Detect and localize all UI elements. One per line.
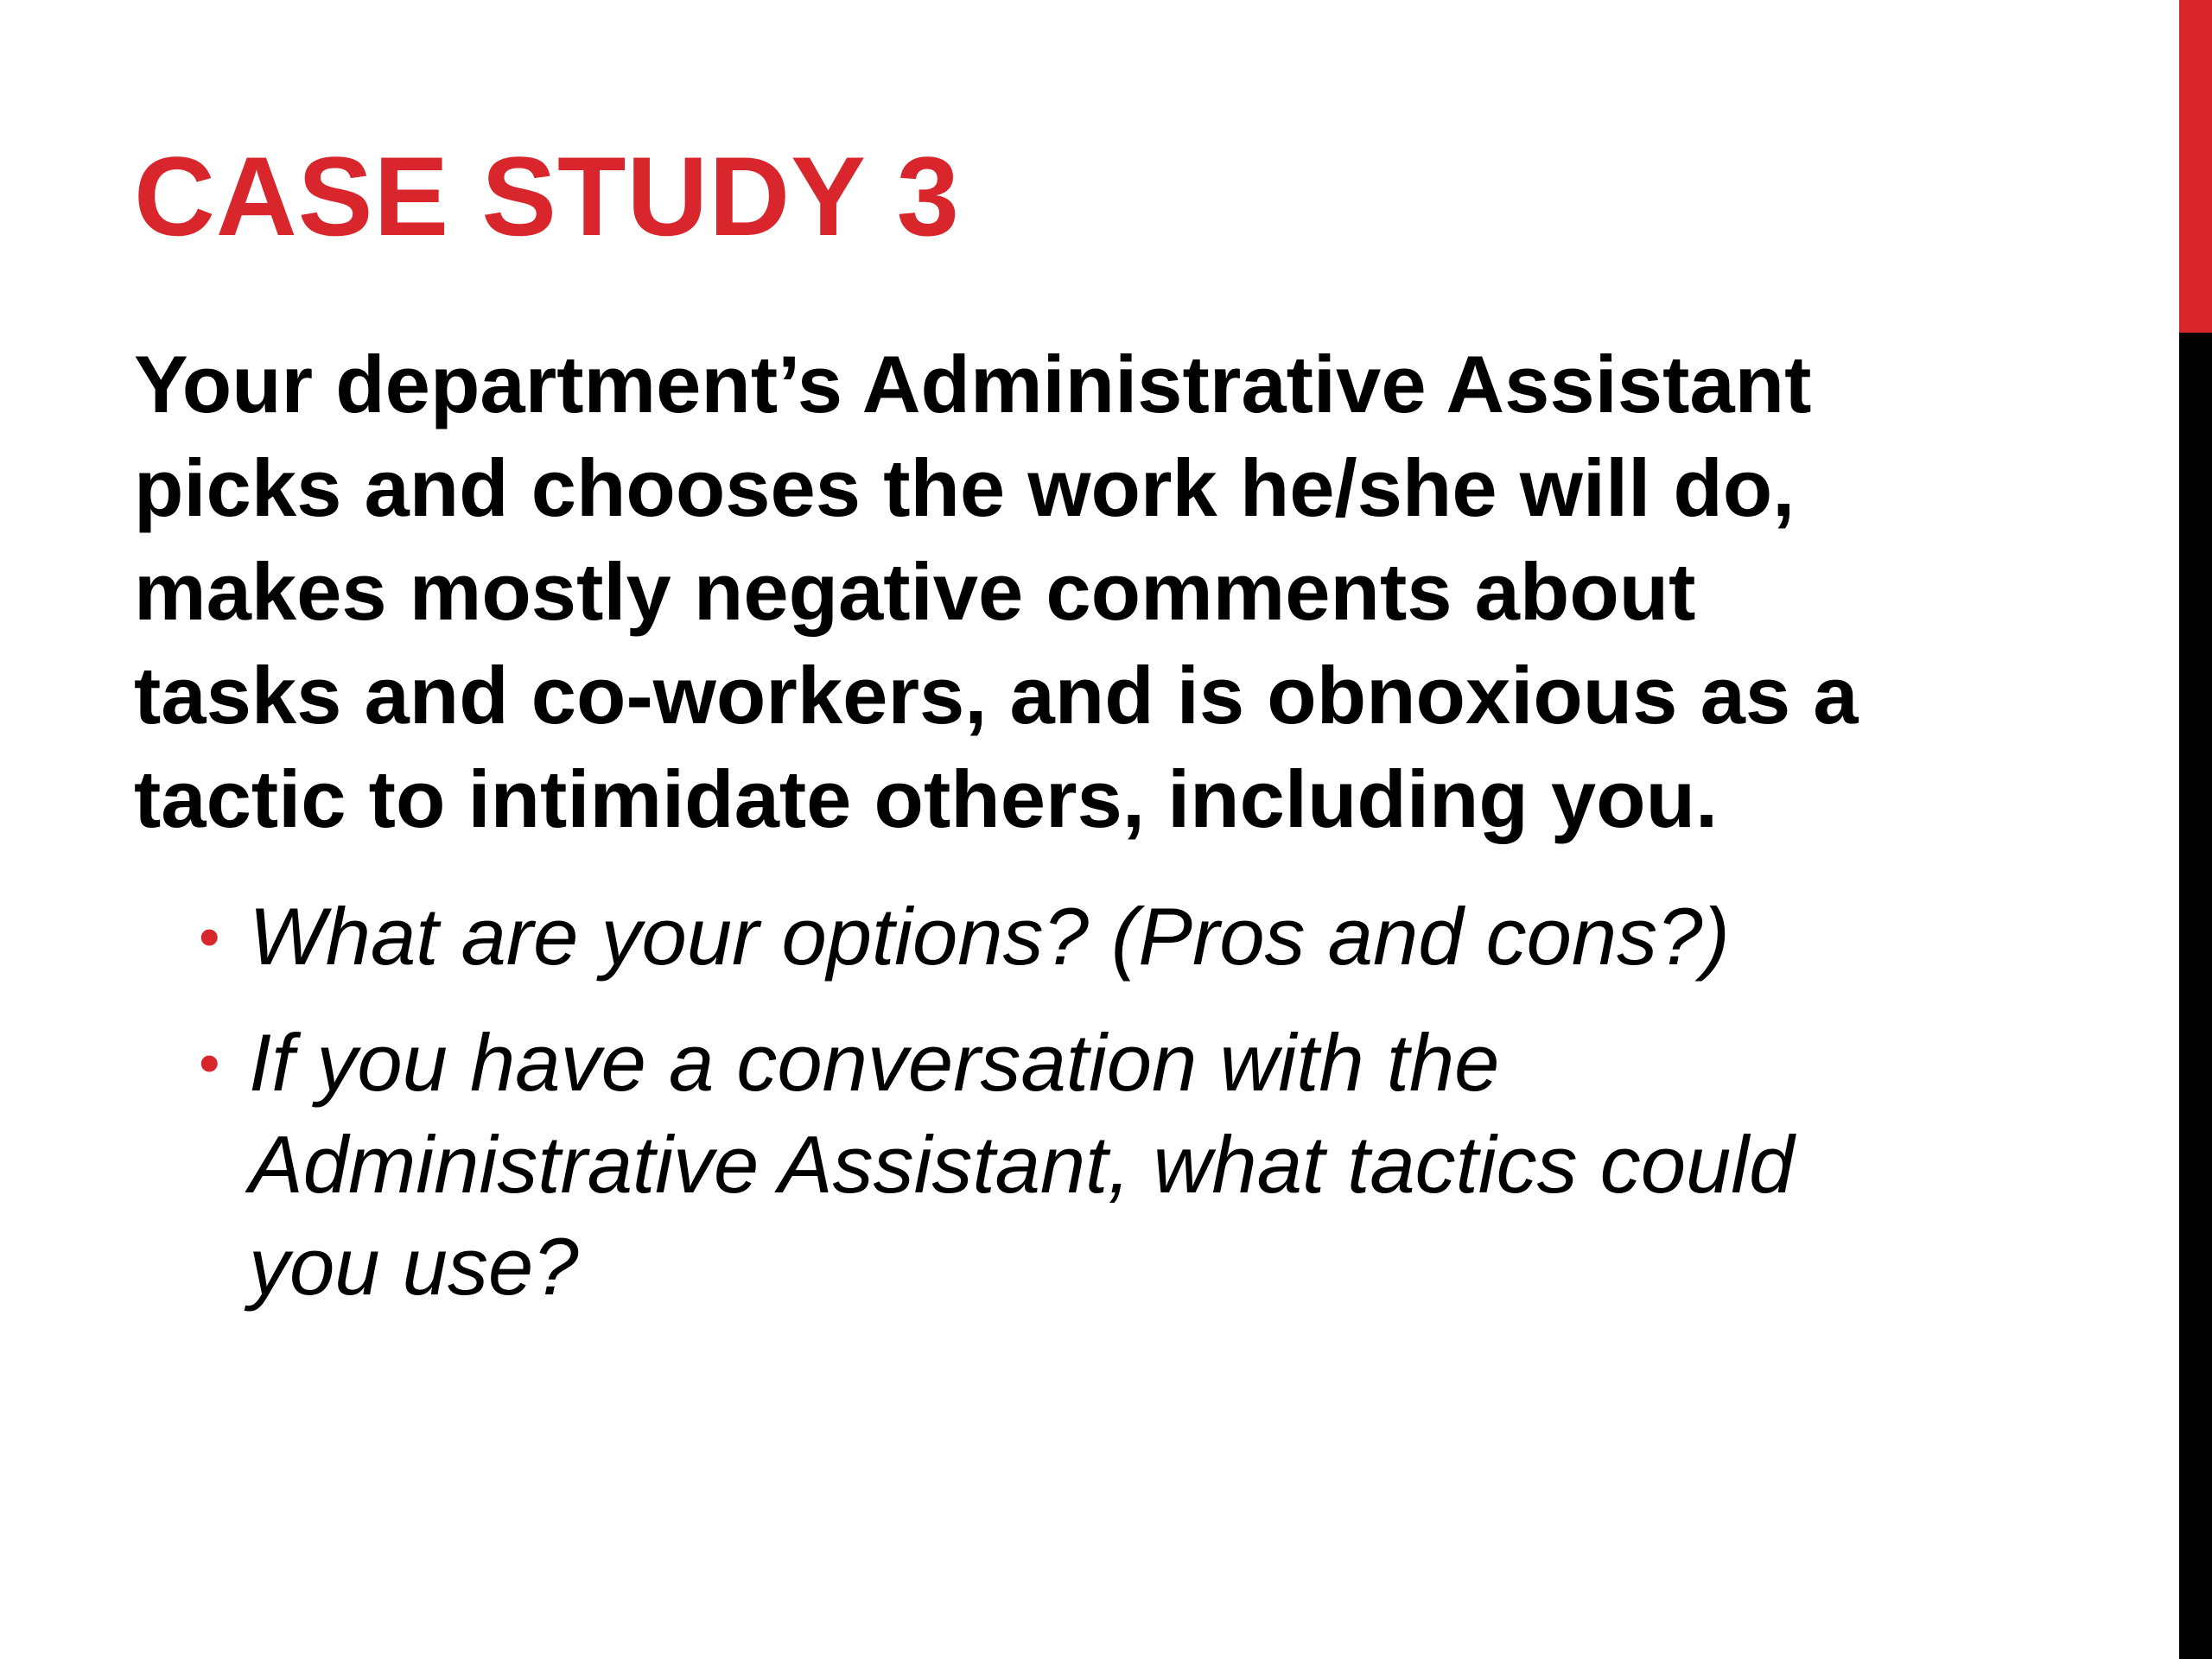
side-accent-bar-black bbox=[2179, 333, 2212, 1659]
case-description-line: makes mostly negative comments about bbox=[134, 546, 1696, 637]
discussion-questions bbox=[199, 886, 2143, 1318]
question-options bbox=[199, 886, 2143, 988]
question-tactics bbox=[199, 1012, 2143, 1318]
case-description-line: picks and chooses the work he/she will do, bbox=[134, 442, 1796, 533]
bullet-icon: • bbox=[199, 903, 220, 970]
case-description bbox=[134, 333, 2121, 851]
case-description-line: tactic to intimidate others, including you. bbox=[134, 753, 1719, 844]
question-line: you use? bbox=[249, 1221, 579, 1312]
question-line: What are your options? (Pros and cons?) bbox=[249, 891, 1730, 982]
question-line: If you have a conversation with the bbox=[249, 1017, 1500, 1108]
question-line: Administrative Assistant, what tactics could bbox=[249, 1119, 1795, 1210]
case-description-line: tasks and co-workers, and is obnoxious as a bbox=[134, 650, 1859, 741]
slide-title: CASE STUDY 3 bbox=[134, 133, 960, 259]
bullet-icon: • bbox=[199, 1029, 220, 1096]
case-description-line: Your department’s Administrative Assistant bbox=[134, 339, 1812, 429]
side-accent-bar-red bbox=[2179, 0, 2212, 333]
